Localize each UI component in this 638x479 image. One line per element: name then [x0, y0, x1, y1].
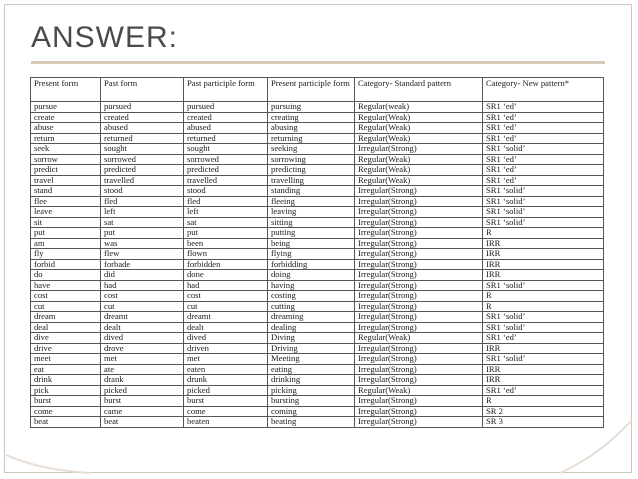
cell-category-new: SR1 ‘ed’ [483, 175, 604, 186]
cell-past-form: picked [101, 385, 184, 396]
cell-category-standard: Irregular(Strong) [355, 186, 483, 197]
cell-present-form: create [31, 112, 101, 123]
cell-past-participle-form: fled [184, 196, 268, 207]
table-row [31, 354, 604, 365]
cell-category-standard: Irregular(Strong) [355, 396, 483, 407]
cell-present-participle-form: Meeting [268, 354, 355, 365]
table-body [31, 102, 604, 428]
table-row [31, 343, 604, 354]
table-row [31, 406, 604, 417]
cell-category-new: IRR [483, 238, 604, 249]
cell-past-form: beat [101, 417, 184, 428]
cell-past-form: drank [101, 375, 184, 386]
cell-past-form: put [101, 228, 184, 239]
table-row [31, 123, 604, 134]
cell-category-standard: Regular(Weak) [355, 123, 483, 134]
cell-category-new: IRR [483, 270, 604, 281]
cell-category-standard: Irregular(Strong) [355, 249, 483, 260]
cell-past-participle-form: come [184, 406, 268, 417]
cell-category-new: SR1 ‘ed’ [483, 385, 604, 396]
cell-present-participle-form: dealing [268, 322, 355, 333]
table-row [31, 301, 604, 312]
cell-past-form: travelled [101, 175, 184, 186]
cell-category-new: SR1 ‘ed’ [483, 102, 604, 113]
cell-present-participle-form: being [268, 238, 355, 249]
cell-present-form: predict [31, 165, 101, 176]
cell-present-participle-form: sitting [268, 217, 355, 228]
cell-past-participle-form: dived [184, 333, 268, 344]
cell-category-standard: Irregular(Strong) [355, 364, 483, 375]
table-row [31, 364, 604, 375]
cell-present-form: dream [31, 312, 101, 323]
cell-category-new: SR1 ‘solid’ [483, 217, 604, 228]
cell-category-new: IRR [483, 375, 604, 386]
cell-present-participle-form: Driving [268, 343, 355, 354]
cell-past-form: predicted [101, 165, 184, 176]
cell-category-new: R [483, 301, 604, 312]
cell-category-standard: Regular(Weak) [355, 133, 483, 144]
cell-past-form: flew [101, 249, 184, 260]
cell-present-participle-form: leaving [268, 207, 355, 218]
cell-past-participle-form: sought [184, 144, 268, 155]
cell-present-participle-form: standing [268, 186, 355, 197]
cell-present-form: flee [31, 196, 101, 207]
cell-present-form: come [31, 406, 101, 417]
table-row [31, 186, 604, 197]
slide-title: ANSWER: [31, 21, 179, 54]
cell-past-participle-form: travelled [184, 175, 268, 186]
cell-present-participle-form: Diving [268, 333, 355, 344]
cell-present-form: put [31, 228, 101, 239]
cell-present-participle-form: pursuing [268, 102, 355, 113]
cell-present-participle-form: forbidding [268, 259, 355, 270]
cell-past-form: burst [101, 396, 184, 407]
cell-category-standard: Irregular(Strong) [355, 291, 483, 302]
cell-category-standard: Regular(weak) [355, 102, 483, 113]
cell-category-new: SR1 ‘ed’ [483, 333, 604, 344]
table-row [31, 165, 604, 176]
cell-past-form: dived [101, 333, 184, 344]
cell-present-form: meet [31, 354, 101, 365]
cell-category-standard: Irregular(Strong) [355, 417, 483, 428]
table-row [31, 333, 604, 344]
cell-present-participle-form: beating [268, 417, 355, 428]
cell-past-participle-form: predicted [184, 165, 268, 176]
cell-past-participle-form: sorrowed [184, 154, 268, 165]
cell-category-new: SR1 ‘solid’ [483, 186, 604, 197]
cell-category-new: SR1 ‘ed’ [483, 133, 604, 144]
cell-past-form: dreamt [101, 312, 184, 323]
cell-present-participle-form: coming [268, 406, 355, 417]
column-header-category-standard: Category- Standard pattern [355, 78, 483, 102]
cell-past-participle-form: forbidden [184, 259, 268, 270]
table-row [31, 207, 604, 218]
table-row [31, 144, 604, 155]
cell-present-form: cut [31, 301, 101, 312]
cell-past-form: cut [101, 301, 184, 312]
cell-category-standard: Regular(Weak) [355, 175, 483, 186]
cell-present-form: deal [31, 322, 101, 333]
cell-past-participle-form: done [184, 270, 268, 281]
column-header-past-form: Past form [101, 78, 184, 102]
table-row [31, 102, 604, 113]
cell-category-new: R [483, 291, 604, 302]
cell-past-participle-form: created [184, 112, 268, 123]
table-row [31, 270, 604, 281]
cell-past-participle-form: burst [184, 396, 268, 407]
cell-present-form: burst [31, 396, 101, 407]
table-row [31, 291, 604, 302]
cell-category-standard: Irregular(Strong) [355, 375, 483, 386]
cell-present-participle-form: flying [268, 249, 355, 260]
cell-past-form: fled [101, 196, 184, 207]
cell-past-participle-form: stood [184, 186, 268, 197]
cell-present-participle-form: dreaming [268, 312, 355, 323]
cell-past-form: stood [101, 186, 184, 197]
cell-present-form: return [31, 133, 101, 144]
cell-present-form: drive [31, 343, 101, 354]
table-row [31, 375, 604, 386]
cell-present-participle-form: creating [268, 112, 355, 123]
table-row [31, 228, 604, 239]
table-row [31, 259, 604, 270]
cell-past-participle-form: left [184, 207, 268, 218]
table-row [31, 249, 604, 260]
cell-present-form: cost [31, 291, 101, 302]
cell-present-participle-form: costing [268, 291, 355, 302]
title-underline [31, 61, 605, 64]
cell-category-standard: Irregular(Strong) [355, 144, 483, 155]
cell-past-form: had [101, 280, 184, 291]
cell-past-participle-form: abused [184, 123, 268, 134]
cell-present-participle-form: sorrowing [268, 154, 355, 165]
cell-category-standard: Regular(Weak) [355, 112, 483, 123]
cell-past-form: dealt [101, 322, 184, 333]
cell-present-form: forbid [31, 259, 101, 270]
table-row [31, 112, 604, 123]
cell-past-participle-form: dealt [184, 322, 268, 333]
cell-present-form: sit [31, 217, 101, 228]
cell-past-form: drove [101, 343, 184, 354]
cell-past-form: sat [101, 217, 184, 228]
cell-present-form: dive [31, 333, 101, 344]
column-header-past-participle-form: Past participle form [184, 78, 268, 102]
cell-past-form: met [101, 354, 184, 365]
cell-category-new: R [483, 228, 604, 239]
cell-category-standard: Irregular(Strong) [355, 312, 483, 323]
table-row [31, 217, 604, 228]
table-row [31, 175, 604, 186]
cell-category-standard: Irregular(Strong) [355, 228, 483, 239]
cell-category-new: IRR [483, 364, 604, 375]
cell-category-new: SR1 ‘solid’ [483, 322, 604, 333]
cell-present-participle-form: predicting [268, 165, 355, 176]
cell-category-standard: Irregular(Strong) [355, 207, 483, 218]
cell-past-form: cost [101, 291, 184, 302]
cell-category-standard: Irregular(Strong) [355, 354, 483, 365]
cell-past-form: forbade [101, 259, 184, 270]
cell-category-standard: Regular(Weak) [355, 165, 483, 176]
column-header-present-participle-form: Present participle form [268, 78, 355, 102]
cell-category-standard: Regular(Weak) [355, 333, 483, 344]
cell-category-new: IRR [483, 343, 604, 354]
cell-category-standard: Regular(Weak) [355, 154, 483, 165]
table-header-row [31, 78, 604, 102]
cell-present-form: do [31, 270, 101, 281]
cell-category-standard: Irregular(Strong) [355, 217, 483, 228]
table-row [31, 238, 604, 249]
cell-present-form: have [31, 280, 101, 291]
cell-past-participle-form: picked [184, 385, 268, 396]
column-header-present-form: Present form [31, 78, 101, 102]
table-row [31, 322, 604, 333]
cell-category-new: SR1 ‘ed’ [483, 112, 604, 123]
cell-past-form: did [101, 270, 184, 281]
cell-category-standard: Irregular(Strong) [355, 238, 483, 249]
cell-category-standard: Regular(Weak) [355, 385, 483, 396]
cell-present-participle-form: putting [268, 228, 355, 239]
cell-past-participle-form: cost [184, 291, 268, 302]
cell-past-participle-form: been [184, 238, 268, 249]
cell-past-form: pursued [101, 102, 184, 113]
cell-present-participle-form: cutting [268, 301, 355, 312]
cell-past-participle-form: cut [184, 301, 268, 312]
table-row [31, 385, 604, 396]
cell-category-new: SR1 ‘ed’ [483, 154, 604, 165]
cell-past-form: came [101, 406, 184, 417]
cell-present-form: pursue [31, 102, 101, 113]
cell-past-participle-form: driven [184, 343, 268, 354]
cell-present-form: fly [31, 249, 101, 260]
cell-past-participle-form: drunk [184, 375, 268, 386]
cell-present-participle-form: fleeing [268, 196, 355, 207]
cell-past-participle-form: met [184, 354, 268, 365]
cell-present-participle-form: picking [268, 385, 355, 396]
cell-present-form: stand [31, 186, 101, 197]
cell-present-form: beat [31, 417, 101, 428]
cell-past-participle-form: eaten [184, 364, 268, 375]
cell-present-participle-form: having [268, 280, 355, 291]
cell-past-form: was [101, 238, 184, 249]
cell-present-form: drink [31, 375, 101, 386]
cell-past-participle-form: pursued [184, 102, 268, 113]
cell-past-participle-form: put [184, 228, 268, 239]
cell-past-participle-form: dreamt [184, 312, 268, 323]
cell-past-participle-form: beaten [184, 417, 268, 428]
cell-past-participle-form: sat [184, 217, 268, 228]
cell-present-form: pick [31, 385, 101, 396]
table-row [31, 280, 604, 291]
cell-present-form: leave [31, 207, 101, 218]
cell-category-standard: Irregular(Strong) [355, 259, 483, 270]
cell-present-participle-form: returning [268, 133, 355, 144]
table-row [31, 396, 604, 407]
column-header-category-new: Category- New pattern* [483, 78, 604, 102]
cell-category-standard: Irregular(Strong) [355, 406, 483, 417]
cell-category-new: SR1 ‘solid’ [483, 280, 604, 291]
cell-category-new: SR1 ‘solid’ [483, 196, 604, 207]
cell-past-form: returned [101, 133, 184, 144]
cell-present-participle-form: travelling [268, 175, 355, 186]
cell-present-form: travel [31, 175, 101, 186]
cell-present-participle-form: drinking [268, 375, 355, 386]
cell-present-form: seek [31, 144, 101, 155]
cell-category-new: SR1 ‘solid’ [483, 207, 604, 218]
cell-present-form: abuse [31, 123, 101, 134]
table-row [31, 312, 604, 323]
cell-past-form: abused [101, 123, 184, 134]
cell-category-standard: Irregular(Strong) [355, 301, 483, 312]
cell-category-standard: Irregular(Strong) [355, 322, 483, 333]
cell-present-form: sorrow [31, 154, 101, 165]
cell-past-form: sought [101, 144, 184, 155]
cell-past-form: left [101, 207, 184, 218]
table-row [31, 154, 604, 165]
cell-category-new: SR1 ‘solid’ [483, 312, 604, 323]
cell-past-participle-form: returned [184, 133, 268, 144]
verb-forms-table [30, 77, 604, 428]
cell-past-form: sorrowed [101, 154, 184, 165]
cell-category-standard: Irregular(Strong) [355, 280, 483, 291]
cell-present-participle-form: seeking [268, 144, 355, 155]
cell-present-participle-form: abusing [268, 123, 355, 134]
cell-category-new: IRR [483, 249, 604, 260]
cell-category-new: SR1 ‘solid’ [483, 354, 604, 365]
cell-present-form: am [31, 238, 101, 249]
cell-category-new: SR1 ‘ed’ [483, 123, 604, 134]
cell-category-new: SR 2 [483, 406, 604, 417]
cell-category-new: SR1 ‘ed’ [483, 165, 604, 176]
cell-category-new: IRR [483, 259, 604, 270]
cell-past-participle-form: had [184, 280, 268, 291]
cell-past-form: created [101, 112, 184, 123]
cell-category-new: SR1 ‘solid’ [483, 144, 604, 155]
table-row [31, 417, 604, 428]
cell-category-new: R [483, 396, 604, 407]
cell-present-participle-form: doing [268, 270, 355, 281]
table-row [31, 196, 604, 207]
cell-present-form: eat [31, 364, 101, 375]
cell-present-participle-form: bursting [268, 396, 355, 407]
cell-past-participle-form: flown [184, 249, 268, 260]
cell-category-new: SR 3 [483, 417, 604, 428]
cell-category-standard: Irregular(Strong) [355, 343, 483, 354]
cell-category-standard: Irregular(Strong) [355, 196, 483, 207]
cell-present-participle-form: eating [268, 364, 355, 375]
table-row [31, 133, 604, 144]
cell-category-standard: Irregular(Strong) [355, 270, 483, 281]
cell-past-form: ate [101, 364, 184, 375]
